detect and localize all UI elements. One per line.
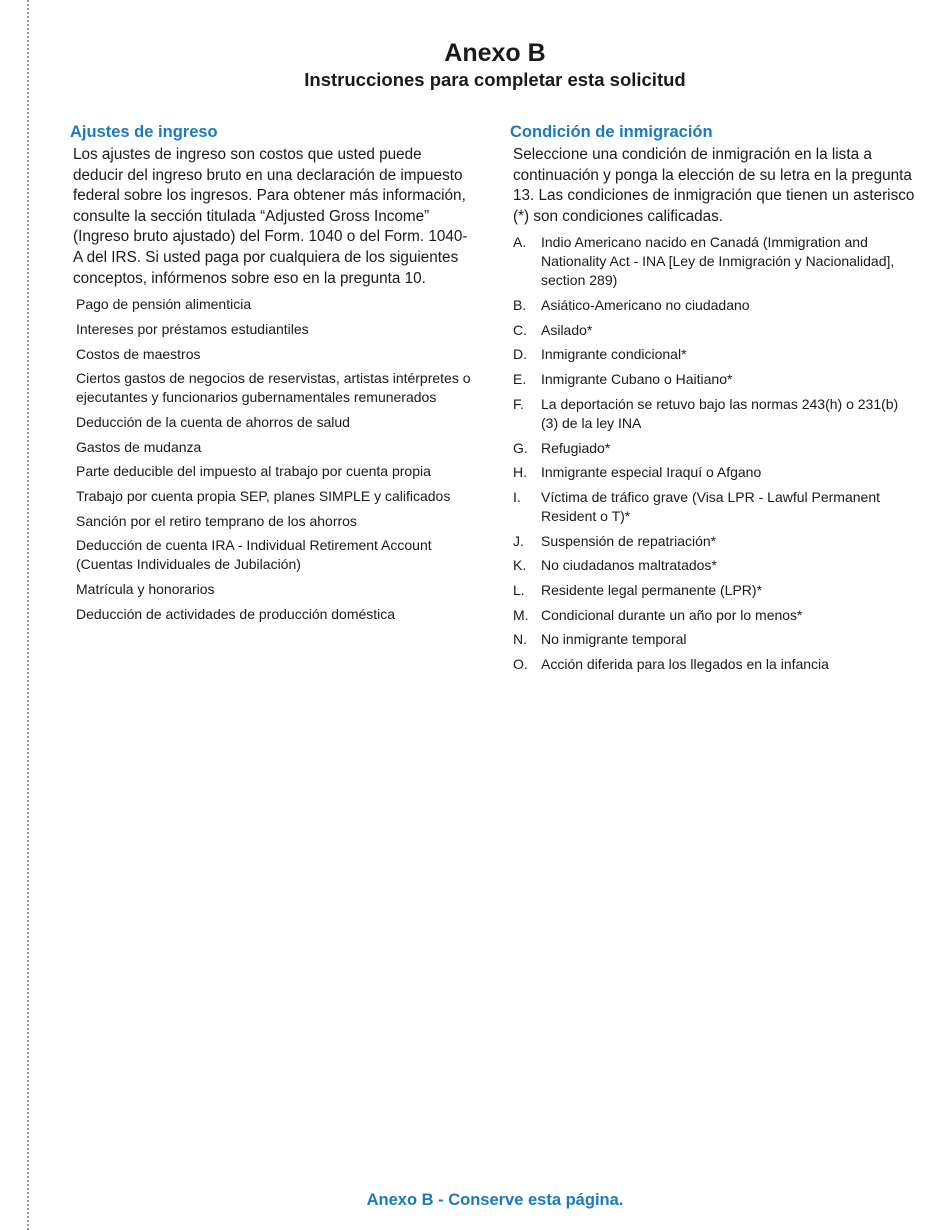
- page-subtitle: Instrucciones para completar esta solicitud: [304, 69, 686, 90]
- list-item: [513, 370, 915, 389]
- item-letter: N.: [513, 631, 527, 648]
- immigration-status-section: [510, 121, 915, 680]
- item-text: Refugiado*: [541, 439, 611, 456]
- item-text: La deportación se retuvo bajo las normas 243(h) o 231(b)(3) de la ley INA: [541, 395, 899, 431]
- list-item: Gastos de mudanza: [76, 438, 202, 455]
- item-letter: M.: [513, 606, 529, 623]
- item-letter: K.: [513, 557, 527, 574]
- income-adjustments-section: [70, 121, 475, 629]
- item-letter: L.: [513, 581, 525, 598]
- list-item: [513, 321, 915, 340]
- list-item: [513, 630, 915, 649]
- item-text: Inmigrante especial Iraquí o Afgano: [541, 464, 762, 481]
- list-item: [513, 556, 915, 575]
- list-item: [513, 581, 915, 600]
- list-item: Trabajo por cuenta propia SEP, planes SIMPLE y calificados: [76, 487, 451, 504]
- list-item: Intereses por préstamos estudiantiles: [76, 320, 309, 337]
- page-title: Anexo B: [444, 39, 546, 67]
- item-text: Inmigrante Cubano o Haitiano*: [541, 371, 733, 388]
- list-item: Costos de maestros: [76, 345, 201, 362]
- list-item: [513, 345, 915, 364]
- deduction-list: [76, 295, 475, 624]
- list-item: [513, 488, 915, 526]
- list-item: [513, 395, 915, 433]
- item-letter: G.: [513, 439, 528, 456]
- list-item: [513, 606, 915, 625]
- item-text: No ciudadanos maltratados*: [541, 557, 717, 574]
- list-item: Deducción de actividades de producción doméstica: [76, 605, 396, 622]
- list-item: [513, 439, 915, 458]
- item-letter: B.: [513, 297, 527, 314]
- income-adjustments-heading: Ajustes de ingreso: [70, 123, 218, 141]
- immigration-status-heading: Condición de inmigración: [510, 123, 713, 141]
- list-item: [513, 233, 915, 290]
- item-letter: E.: [513, 371, 527, 388]
- item-text: Inmigrante condicional*: [541, 346, 687, 363]
- item-letter: F.: [513, 395, 524, 412]
- list-item: Sanción por el retiro temprano de los ahorros: [76, 512, 357, 529]
- item-letter: D.: [513, 346, 527, 363]
- item-text: Acción diferida para los llegados en la infancia: [541, 656, 829, 672]
- immigration-status-intro: Seleccione una condición de inmigración en la lista a continuación y ponga la elección de su letra en la pregunta 13. Las condiciones de inmigración que tienen un asterisco (*) son condiciones calificadas.: [513, 146, 915, 225]
- item-text: Víctima de tráfico grave (Visa LPR - Lawful Permanent Resident o T)*: [541, 488, 881, 524]
- footer-note: Anexo B - Conserve esta página.: [366, 1191, 624, 1209]
- immigration-status-list: [513, 233, 915, 674]
- item-text: Condicional durante un año por lo menos*: [541, 606, 803, 623]
- item-letter: I.: [513, 488, 521, 505]
- item-text: Suspensión de repatriación*: [541, 532, 717, 549]
- list-item: [513, 532, 915, 551]
- list-item: [513, 655, 915, 674]
- list-item: Deducción de la cuenta de ahorros de salud: [76, 413, 350, 430]
- item-text: Indio Americano nacido en Canadá (Immigration and Nationality Act - INA [Ley de Inmigración y Nacionalidad], section 289): [541, 234, 895, 289]
- item-text: Asiático-Americano no ciudadano: [541, 297, 750, 314]
- list-item: [513, 296, 915, 315]
- item-text: Asilado*: [541, 321, 593, 338]
- list-item: Deducción de cuenta IRA - Individual Retirement Account (Cuentas Individuales de Jubilación): [76, 537, 432, 573]
- item-text: No inmigrante temporal: [541, 631, 687, 648]
- item-letter: A.: [513, 234, 527, 251]
- income-adjustments-intro: Los ajustes de ingreso son costos que usted puede deducir del ingreso bruto en una declaración de impuesto federal sobre los ingresos. Para obtener más información, consulte la sección titulada “Adjusted Gross Income” (Ingreso bruto ajustado) del Form. 1040 o del Form. 1040-A del IRS. Si usted paga por cualquiera de los siguientes conceptos, infórmenos sobre eso en la pregunta 10.: [73, 146, 468, 287]
- perforation-line: [27, 0, 29, 1230]
- list-item: [513, 463, 915, 482]
- list-item: Matrícula y honorarios: [76, 581, 215, 598]
- item-letter: C.: [513, 321, 527, 338]
- list-item: Ciertos gastos de negocios de reservistas, artistas intérpretes o ejecutantes y funcionarios gubernamentales remunerados: [76, 370, 471, 406]
- item-letter: H.: [513, 464, 527, 481]
- item-letter: O.: [513, 656, 528, 672]
- item-letter: J.: [513, 532, 524, 549]
- list-item: Parte deducible del impuesto al trabajo por cuenta propia: [76, 463, 431, 480]
- item-text: Residente legal permanente (LPR)*: [541, 581, 763, 598]
- page-header: [40, 38, 950, 92]
- list-item: Pago de pensión alimenticia: [76, 296, 252, 313]
